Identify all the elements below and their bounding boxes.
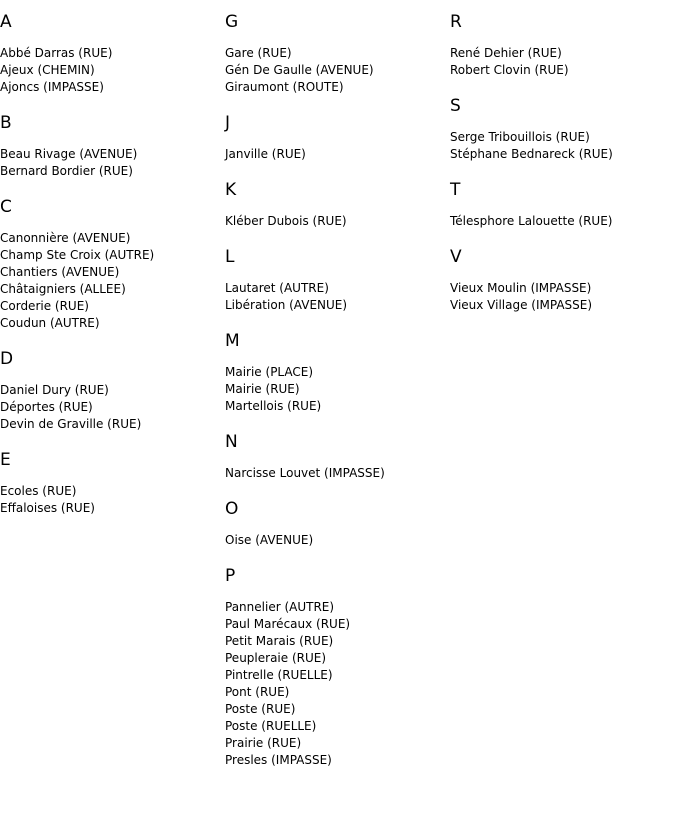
letter-group-s [450,96,675,163]
street-index-column-3 [450,12,675,331]
street-item[interactable]: Kléber Dubois (RUE) [225,214,347,228]
street-item[interactable]: Coudun (AUTRE) [0,316,100,330]
street-index-column-1 [0,12,225,534]
letter-group-a [0,12,225,96]
street-item[interactable]: Poste (RUE) [225,702,296,716]
street-item[interactable]: Giraumont (ROUTE) [225,80,344,94]
letter-group-n [225,432,450,482]
group-letter: E [0,450,11,470]
street-index-column-2 [225,12,450,786]
street-list [225,532,450,549]
street-item[interactable]: Oise (AVENUE) [225,533,314,547]
street-list [225,364,450,415]
street-item[interactable]: Paul Marécaux (RUE) [225,617,351,631]
street-list [450,45,675,79]
street-list [225,599,450,769]
street-item[interactable]: Déportes (RUE) [0,400,93,414]
street-item[interactable]: Effaloises (RUE) [0,501,95,515]
street-item[interactable]: Mairie (PLACE) [225,365,314,379]
street-list [450,213,675,230]
street-list [225,146,450,163]
group-letter: N [225,432,238,452]
street-list [225,280,450,314]
street-list [0,483,225,517]
group-letter: D [0,349,14,369]
letter-group-b [0,113,225,180]
group-letter: P [225,566,236,586]
letter-group-g [225,12,450,96]
street-item[interactable]: Pannelier (AUTRE) [225,600,335,614]
street-item[interactable]: Pont (RUE) [225,685,290,699]
group-letter: O [225,499,239,519]
street-item[interactable]: Champ Ste Croix (AUTRE) [0,248,155,262]
street-item[interactable]: Mairie (RUE) [225,382,300,396]
street-item[interactable]: Gén De Gaulle (AVENUE) [225,63,374,77]
street-item[interactable]: Stéphane Bednareck (RUE) [450,147,613,161]
street-item[interactable]: René Dehier (RUE) [450,46,562,60]
letter-group-t [450,180,675,230]
street-list [225,465,450,482]
letter-group-e [0,450,225,517]
group-letter: M [225,331,240,351]
letter-group-d [0,349,225,433]
street-item[interactable]: Janville (RUE) [225,147,306,161]
letter-group-v [450,247,675,314]
letter-group-r [450,12,675,79]
street-item[interactable]: Bernard Bordier (RUE) [0,164,133,178]
street-item[interactable]: Devin de Graville (RUE) [0,417,142,431]
street-item[interactable]: Châtaigniers (ALLEE) [0,282,126,296]
letter-group-l [225,247,450,314]
group-letter: C [0,197,12,217]
street-list [0,382,225,433]
group-letter: L [225,247,235,267]
street-item[interactable]: Lautaret (AUTRE) [225,281,329,295]
street-item[interactable]: Télesphore Lalouette (RUE) [450,214,613,228]
street-item[interactable]: Pintrelle (RUELLE) [225,668,333,682]
street-item[interactable]: Martellois (RUE) [225,399,322,413]
street-item[interactable]: Serge Tribouillois (RUE) [450,130,590,144]
street-item[interactable]: Daniel Dury (RUE) [0,383,109,397]
street-item[interactable]: Abbé Darras (RUE) [0,46,113,60]
group-letter: R [450,12,462,32]
street-list [450,129,675,163]
street-list [0,45,225,96]
letter-group-k [225,180,450,230]
street-item[interactable]: Narcisse Louvet (IMPASSE) [225,466,385,480]
street-item[interactable]: Vieux Moulin (IMPASSE) [450,281,592,295]
street-item[interactable]: Peupleraie (RUE) [225,651,327,665]
letter-group-o [225,499,450,549]
street-item[interactable]: Ecoles (RUE) [0,484,77,498]
letter-group-p [225,566,450,769]
group-letter: T [450,180,461,200]
street-list [0,230,225,332]
street-item[interactable]: Petit Marais (RUE) [225,634,334,648]
group-letter: J [225,113,231,133]
street-item[interactable]: Robert Clovin (RUE) [450,63,569,77]
group-letter: B [0,113,12,133]
street-item[interactable]: Chantiers (AVENUE) [0,265,120,279]
street-list [0,146,225,180]
street-list [225,45,450,96]
street-list [225,213,450,230]
group-letter: S [450,96,461,116]
street-item[interactable]: Vieux Village (IMPASSE) [450,298,593,312]
street-item[interactable]: Beau Rivage (AVENUE) [0,147,138,161]
group-letter: G [225,12,239,32]
street-item[interactable]: Canonnière (AVENUE) [0,231,131,245]
street-item[interactable]: Ajeux (CHEMIN) [0,63,95,77]
letter-group-c [0,197,225,332]
street-item[interactable]: Libération (AVENUE) [225,298,348,312]
street-list [450,280,675,314]
street-item[interactable]: Poste (RUELLE) [225,719,317,733]
group-letter: K [225,180,237,200]
street-item[interactable]: Presles (IMPASSE) [225,753,332,767]
street-item[interactable]: Prairie (RUE) [225,736,302,750]
letter-group-j [225,113,450,163]
street-item[interactable]: Corderie (RUE) [0,299,89,313]
street-item[interactable]: Gare (RUE) [225,46,292,60]
letter-group-m [225,331,450,415]
street-item[interactable]: Ajoncs (IMPASSE) [0,80,104,94]
group-letter: V [450,247,462,267]
group-letter: A [0,12,12,32]
